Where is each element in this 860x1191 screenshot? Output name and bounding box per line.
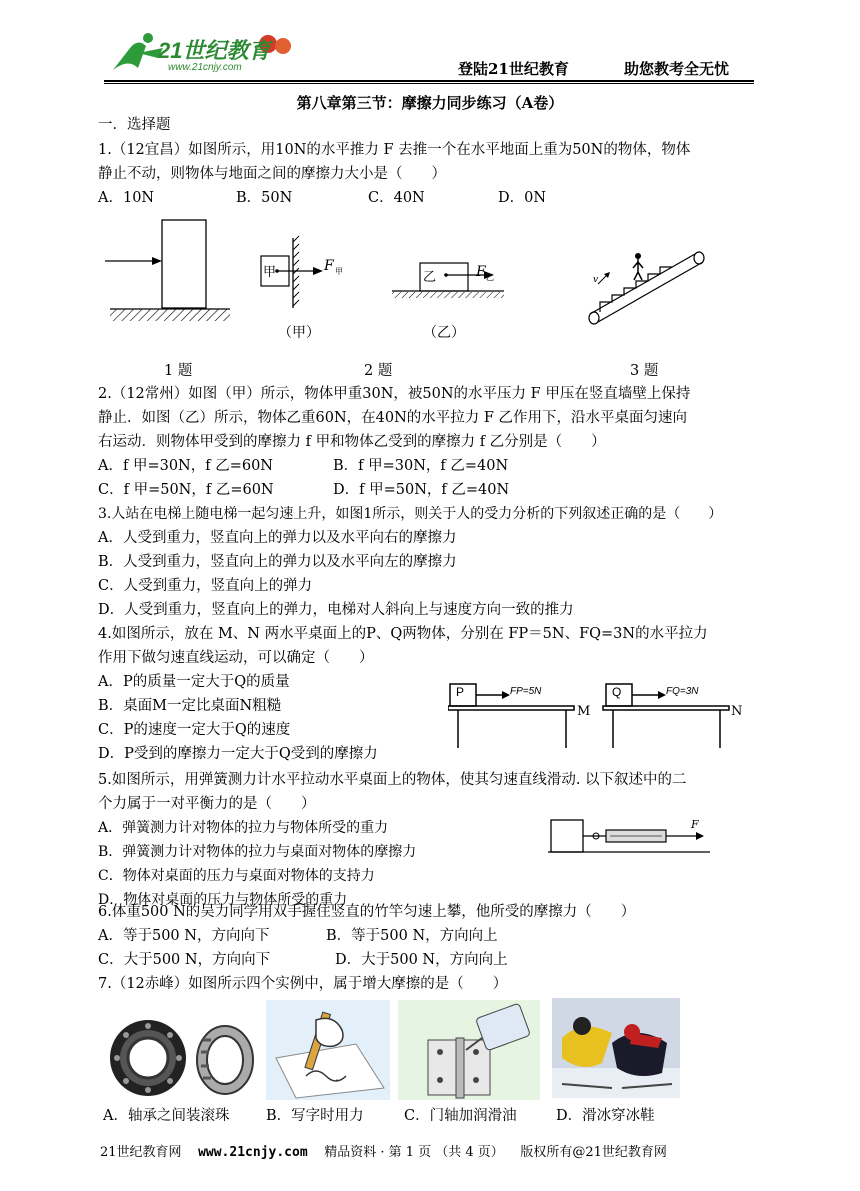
photo-skating: [552, 998, 680, 1098]
q4-option-a: A．P的质量一定大于Q的质量: [98, 674, 290, 690]
label-v: v: [593, 275, 599, 285]
header-right-1: 登陆21世纪教育: [458, 60, 569, 78]
q5-option-a: A．弹簧测力计对物体的拉力与物体所受的重力: [98, 820, 389, 836]
q4-line1: 4.如图所示，放在 M、N 两水平桌面上的P、Q两物体，分别在 FP＝5N、FQ=3N的水平拉力: [98, 626, 708, 642]
q5-label-f: F: [691, 818, 699, 831]
q4-option-b: B．桌面M一定比桌面N粗糙: [98, 698, 282, 714]
q5-option-c: C．物体对桌面的压力与桌面对物体的支持力: [98, 868, 375, 884]
logo: [108, 28, 308, 78]
q3-option-c: C．人受到重力，竖直向上的弹力: [98, 578, 313, 594]
q1-line2: 静止不动，则物体与地面之间的摩擦力大小是（ ）: [98, 166, 446, 182]
q6-option-b: B．等于500 N，方向向上: [326, 928, 498, 944]
q4-label-q: Q: [612, 685, 622, 699]
q4-option-c: C．P的速度一定大于Q的速度: [98, 722, 291, 738]
q6-stem: 6.体重500 N的吴力同学用双手握住竖直的竹竿匀速上攀，他所受的摩擦力（ ）: [98, 904, 636, 920]
section-heading: 一．选择题: [98, 117, 171, 133]
q7-caption-b: B．写字时用力: [266, 1108, 364, 1124]
q2-option-c: C．f 甲=50N，f 乙=60N: [98, 482, 274, 498]
q1-option-d: D．0N: [498, 190, 547, 206]
figure-q5: [548, 808, 718, 868]
q1-option-a: A．10N: [98, 190, 155, 206]
figure-q1: [100, 215, 240, 335]
photo-bearing: [103, 1010, 258, 1100]
footer: [100, 1141, 667, 1160]
q2-line3: 右运动．则物体甲受到的摩擦力 f 甲和物体乙受到的摩擦力 f 乙分别是（ ）: [98, 434, 606, 450]
q2-option-a: A．f 甲=30N，f 乙=60N: [98, 458, 273, 474]
q6-option-d: D．大于500 N，方向向上: [335, 952, 508, 968]
q1-option-b: B．50N: [236, 190, 293, 206]
caption-yi: （乙）: [423, 325, 465, 341]
header-rule-thin: [104, 83, 754, 84]
q6-option-a: A．等于500 N，方向向下: [98, 928, 270, 944]
caption-jia: （甲）: [278, 325, 320, 341]
q4-label-m: M: [577, 704, 591, 719]
q5-line1: 5.如图所示，用弹簧测力计水平拉动水平桌面上的物体，使其匀速直线滑动. 以下叙述中的二: [98, 772, 687, 788]
q4-label-n: N: [731, 704, 743, 719]
q1-line1: 1.（12宜昌）如图所示，用10N的水平推力 F 去推一个在水平地面上重为50N的物体，物体: [98, 142, 691, 158]
q7-caption-c: C．门轴加润滑油: [404, 1108, 517, 1124]
header-right-2: 助您教考全无忧: [624, 60, 730, 78]
label-yi: 乙: [423, 270, 437, 285]
footer-right: 版权所有@21世纪教育网: [520, 1145, 667, 1160]
q3-option-b: B．人受到重力，竖直向上的弹力以及水平向左的摩擦力: [98, 554, 457, 570]
q5-line2: 个力属于一对平衡力的是（ ）: [98, 796, 316, 812]
q1-option-c: C．40N: [368, 190, 425, 206]
q7-caption-d: D．滑冰穿冰鞋: [556, 1108, 655, 1124]
q2-option-b: B．f 甲=30N，f 乙=40N: [333, 458, 509, 474]
figure-label-q2: 2 题: [364, 363, 393, 379]
footer-middle: 精品资料 · 第 1 页 （共 4 页）: [324, 1145, 504, 1160]
label-f-yi: F: [476, 264, 486, 280]
label-f-jia: F: [324, 258, 334, 274]
figure-q3-escalator: [580, 228, 710, 328]
label-f-yi-sub: 乙: [486, 273, 494, 282]
q4-option-d: D．P受到的摩擦力一定大于Q受到的摩擦力: [98, 746, 378, 762]
q2-line2: 静止．如图（乙）所示，物体乙重60N，在40N的水平拉力 F 乙作用下，沿水平桌面匀速向: [98, 410, 688, 426]
label-f-jia-sub: 甲: [335, 267, 343, 276]
page-title: 第八章第三节：摩擦力同步练习（A卷）: [296, 94, 564, 112]
photo-writing: [266, 1000, 390, 1100]
figure-q4: [448, 680, 748, 752]
q3-stem: 3.人站在电梯上随电梯一起匀速上升，如图1所示，则关于人的受力分析的下列叙述正确的是（ ）: [98, 506, 723, 522]
q4-label-fq: FQ=3N: [666, 686, 699, 697]
footer-left: 21世纪教育网: [100, 1145, 182, 1160]
footer-url[interactable]: www.21cnjy.com: [198, 1145, 308, 1160]
logo-text: 21世纪教育: [158, 38, 271, 63]
figure-label-q3: 3 题: [630, 363, 659, 379]
q4-label-fp: FP=5N: [510, 686, 542, 697]
label-jia: 甲: [263, 265, 277, 280]
q7-stem: 7.（12赤峰）如图所示四个实例中，属于增大摩擦的是（ ）: [98, 976, 508, 992]
q5-option-d: D．物体对桌面的压力与物体所受的重力: [98, 892, 348, 908]
q2-option-d: D．f 甲=50N，f 乙=40N: [333, 482, 510, 498]
photo-hinge: [398, 1000, 540, 1100]
q4-line2: 作用下做匀速直线运动，可以确定（ ）: [98, 650, 374, 666]
q5-option-b: B．弹簧测力计对物体的拉力与桌面对物体的摩擦力: [98, 844, 417, 860]
header-rule: [104, 80, 754, 82]
logo-url: www.21cnjy.com: [168, 62, 242, 73]
q6-option-c: C．大于500 N，方向向下: [98, 952, 271, 968]
q2-line1: 2.（12常州）如图（甲）所示，物体甲重30N，被50N的水平压力 F 甲压在竖直墙壁上保持: [98, 386, 691, 402]
q7-caption-a: A．轴承之间装滚珠: [103, 1108, 230, 1124]
q3-option-a: A．人受到重力，竖直向上的弹力以及水平向右的摩擦力: [98, 530, 457, 546]
q4-label-p: P: [456, 685, 465, 699]
q3-option-d: D．人受到重力，竖直向上的弹力，电梯对人斜向上与速度方向一致的推力: [98, 602, 574, 618]
figure-label-q1: 1 题: [164, 363, 193, 379]
